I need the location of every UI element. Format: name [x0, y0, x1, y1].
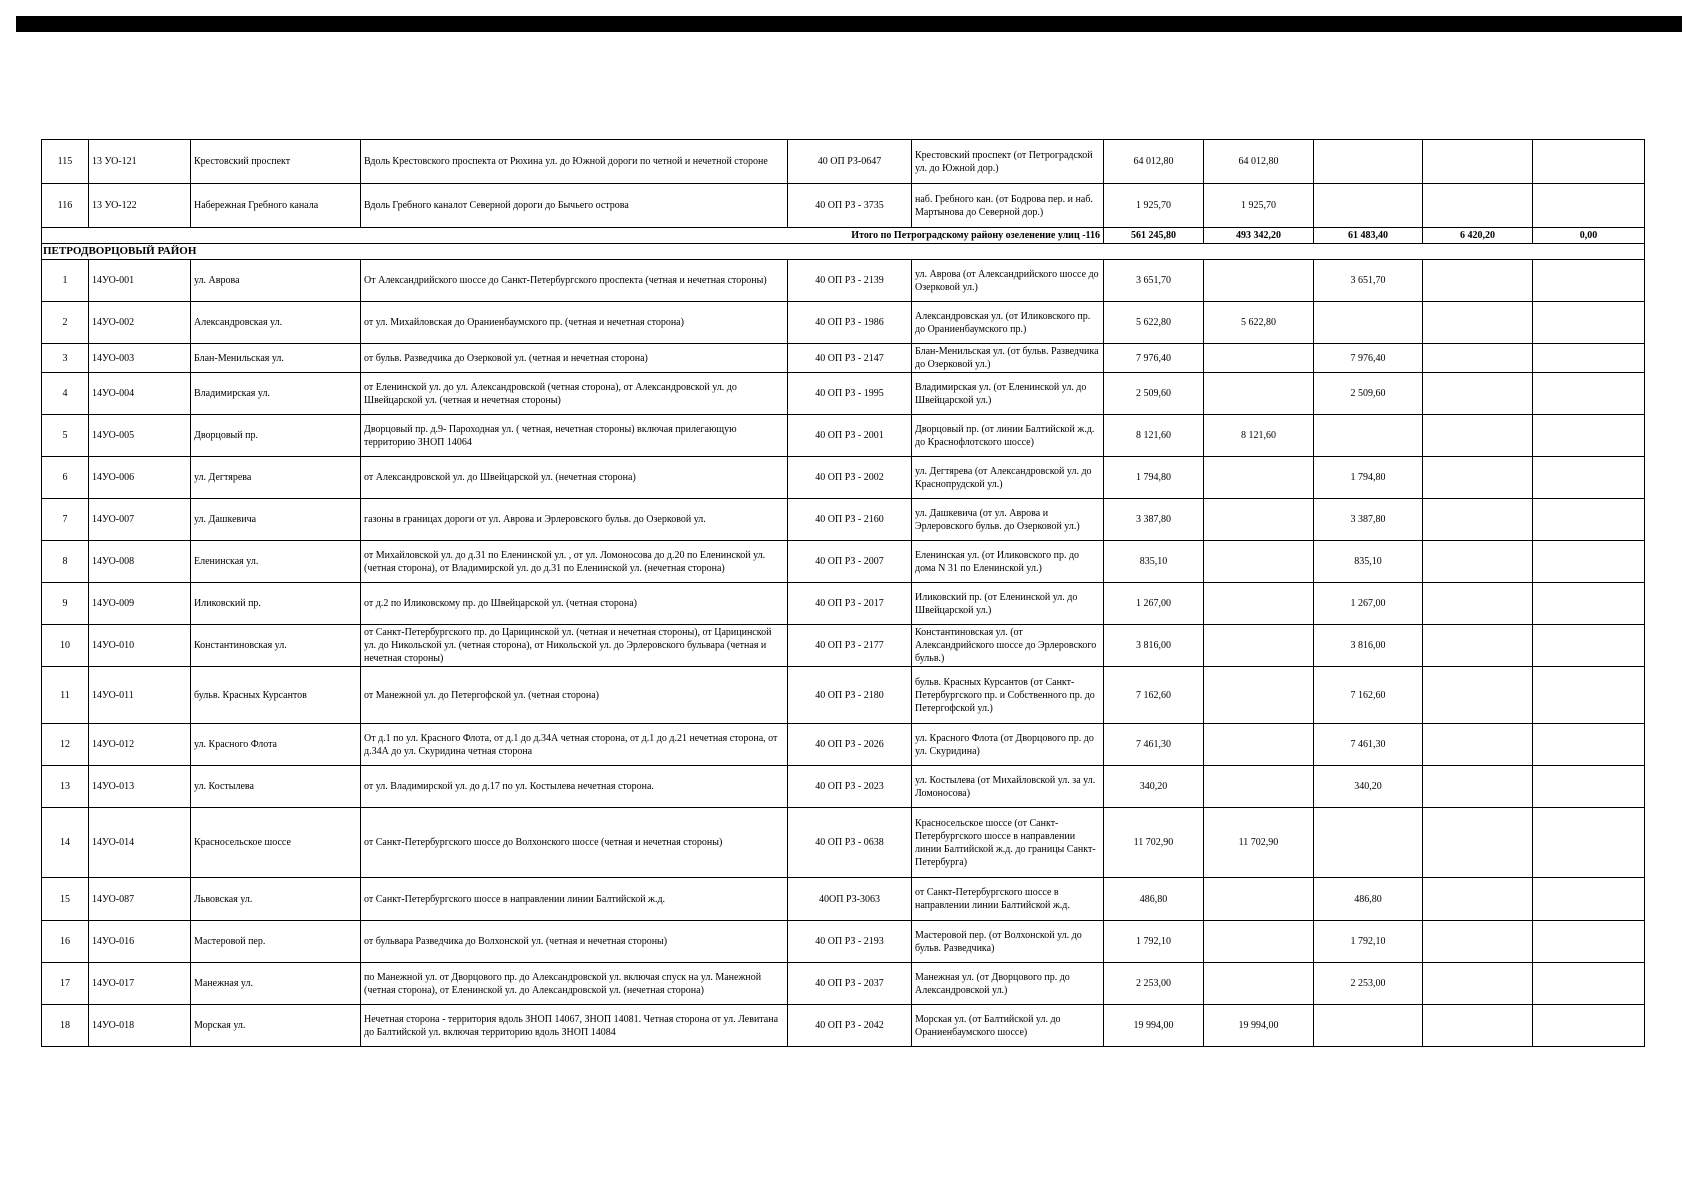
- table-row: [42, 140, 1645, 184]
- value-2: 3 816,00: [1314, 625, 1423, 667]
- table-row: [42, 499, 1645, 541]
- table-row: [42, 625, 1645, 667]
- street-name: бульв. Красных Курсантов: [191, 667, 361, 724]
- value-1: [1204, 260, 1314, 302]
- value-3: [1423, 140, 1533, 184]
- value-1: [1204, 724, 1314, 766]
- total-area: 835,10: [1104, 541, 1204, 583]
- value-1: 64 012,80: [1204, 140, 1314, 184]
- value-1: [1204, 667, 1314, 724]
- object-code: 14УО-012: [89, 724, 191, 766]
- value-4: [1533, 808, 1645, 878]
- street-name: ул. Дегтярева: [191, 457, 361, 499]
- boundary-description: от Манежной ул. до Петергофской ул. (четная сторона): [361, 667, 788, 724]
- road-registry-number: 40 ОП РЗ - 2026: [788, 724, 912, 766]
- road-name: наб. Гребного кан. (от Бодрова пер. и наб. Мартынова до Северной дор.): [912, 184, 1104, 228]
- total-area: 2 509,60: [1104, 373, 1204, 415]
- street-name: Мастеровой пер.: [191, 921, 361, 963]
- boundary-description: Вдоль Гребного каналот Северной дороги до Бычьего острова: [361, 184, 788, 228]
- road-name: Владимирская ул. (от Еленинской ул. до Швейцарской ул.): [912, 373, 1104, 415]
- total-area: 5 622,80: [1104, 302, 1204, 344]
- street-name: ул. Красного Флота: [191, 724, 361, 766]
- row-number: 9: [42, 583, 89, 625]
- value-1: [1204, 499, 1314, 541]
- value-2: [1314, 1005, 1423, 1047]
- value-2: 7 162,60: [1314, 667, 1423, 724]
- row-number: 4: [42, 373, 89, 415]
- value-4: [1533, 667, 1645, 724]
- object-code: 14УО-010: [89, 625, 191, 667]
- road-name: Иликовский пр. (от Еленинской ул. до Швейцарской ул.): [912, 583, 1104, 625]
- value-3: [1423, 1005, 1533, 1047]
- object-code: 14УО-005: [89, 415, 191, 457]
- table-row: [42, 766, 1645, 808]
- value-1: [1204, 457, 1314, 499]
- total-value-2: 61 483,40: [1314, 228, 1423, 244]
- total-area: 3 651,70: [1104, 260, 1204, 302]
- boundary-description: от Еленинской ул. до ул. Александровской (четная сторона), от Александровской ул. до Швейцарской ул. (четная и нечетная стороны): [361, 373, 788, 415]
- row-number: 10: [42, 625, 89, 667]
- total-area: 7 976,40: [1104, 344, 1204, 373]
- row-number: 1: [42, 260, 89, 302]
- row-number: 116: [42, 184, 89, 228]
- road-registry-number: 40 ОП РЗ - 1986: [788, 302, 912, 344]
- boundary-description: от Санкт-Петербургского шоссе до Волхонского шоссе (четная и нечетная стороны): [361, 808, 788, 878]
- greenery-table: [41, 139, 1645, 1047]
- total-area: 19 994,00: [1104, 1005, 1204, 1047]
- value-3: [1423, 344, 1533, 373]
- value-4: [1533, 260, 1645, 302]
- road-name: Мастеровой пер. (от Волхонской ул. до бульв. Разведчика): [912, 921, 1104, 963]
- total-label: Итого по Петроградскому району озеленение улиц -116: [42, 228, 1104, 244]
- value-2: 7 976,40: [1314, 344, 1423, 373]
- road-name: бульв. Красных Курсантов (от Санкт-Петербургского пр. и Собственного пр. до Петергофской ул.): [912, 667, 1104, 724]
- table-row: [42, 808, 1645, 878]
- boundary-description: от ул. Владимирской ул. до д.17 по ул. Костылева нечетная сторона.: [361, 766, 788, 808]
- value-2: 3 651,70: [1314, 260, 1423, 302]
- object-code: 14УО-003: [89, 344, 191, 373]
- road-registry-number: 40 ОП РЗ - 0638: [788, 808, 912, 878]
- road-name: ул. Дашкевича (от ул. Аврова и Эрлеровского бульв. до Озерковой ул.): [912, 499, 1104, 541]
- object-code: 14УО-001: [89, 260, 191, 302]
- row-number: 3: [42, 344, 89, 373]
- value-1: [1204, 373, 1314, 415]
- total-area: 1 794,80: [1104, 457, 1204, 499]
- table-row: [42, 344, 1645, 373]
- table-row: [42, 921, 1645, 963]
- table-row: [42, 184, 1645, 228]
- value-2: 2 253,00: [1314, 963, 1423, 1005]
- value-3: [1423, 667, 1533, 724]
- table-row: [42, 1005, 1645, 1047]
- street-name: Константиновская ул.: [191, 625, 361, 667]
- street-name: ул. Костылева: [191, 766, 361, 808]
- street-name: Морская ул.: [191, 1005, 361, 1047]
- value-2: 3 387,80: [1314, 499, 1423, 541]
- boundary-description: от ул. Михайловская до Ораниенбаумского пр. (четная и нечетная сторона): [361, 302, 788, 344]
- road-registry-number: 40 ОП РЗ-0647: [788, 140, 912, 184]
- total-area: 7 162,60: [1104, 667, 1204, 724]
- object-code: 14УО-016: [89, 921, 191, 963]
- value-2: [1314, 808, 1423, 878]
- row-number: 13: [42, 766, 89, 808]
- value-4: [1533, 963, 1645, 1005]
- road-registry-number: 40 ОП РЗ - 1995: [788, 373, 912, 415]
- boundary-description: газоны в границах дороги от ул. Аврова и Эрлеровского бульв. до Озерковой ул.: [361, 499, 788, 541]
- boundary-description: от Санкт-Петербургского шоссе в направлении линии Балтийской ж.д.: [361, 878, 788, 921]
- road-name: Манежная ул. (от Дворцового пр. до Александровской ул.): [912, 963, 1104, 1005]
- road-name: ул. Красного Флота (от Дворцового пр. до ул. Скуридина): [912, 724, 1104, 766]
- value-1: [1204, 878, 1314, 921]
- road-registry-number: 40 ОП РЗ - 2042: [788, 1005, 912, 1047]
- value-3: [1423, 184, 1533, 228]
- value-1: 8 121,60: [1204, 415, 1314, 457]
- street-name: Александровская ул.: [191, 302, 361, 344]
- row-number: 17: [42, 963, 89, 1005]
- total-area: 561 245,80: [1104, 228, 1204, 244]
- boundary-description: от д.2 по Иликовскому пр. до Швейцарской ул. (четная сторона): [361, 583, 788, 625]
- value-4: [1533, 541, 1645, 583]
- road-registry-number: 40 ОП РЗ - 2037: [788, 963, 912, 1005]
- value-2: 340,20: [1314, 766, 1423, 808]
- total-value-1: 493 342,20: [1204, 228, 1314, 244]
- table-row: [42, 302, 1645, 344]
- boundary-description: Нечетная сторона - территория вдоль ЗНОП 14067, ЗНОП 14081. Четная сторона от ул. Левитана до Балтийской ул. включая территорию вдоль ЗНОП 14084: [361, 1005, 788, 1047]
- table-row: [42, 260, 1645, 302]
- object-code: 14УО-007: [89, 499, 191, 541]
- row-number: 8: [42, 541, 89, 583]
- row-number: 2: [42, 302, 89, 344]
- road-name: ул. Дегтярева (от Александровской ул. до Краснопрудской ул.): [912, 457, 1104, 499]
- value-3: [1423, 499, 1533, 541]
- total-area: 1 792,10: [1104, 921, 1204, 963]
- street-name: ул. Дашкевича: [191, 499, 361, 541]
- boundary-description: от бульв. Разведчика до Озерковой ул. (четная и нечетная сторона): [361, 344, 788, 373]
- total-area: 1 267,00: [1104, 583, 1204, 625]
- road-registry-number: 40 ОП РЗ - 2180: [788, 667, 912, 724]
- row-number: 11: [42, 667, 89, 724]
- row-number: 5: [42, 415, 89, 457]
- value-2: 1 792,10: [1314, 921, 1423, 963]
- section-spacer: [361, 244, 1645, 260]
- value-4: [1533, 878, 1645, 921]
- boundary-description: Дворцовый пр. д.9- Пароходная ул. ( четная, нечетная стороны) включая прилегающую территорию ЗНОП 14064: [361, 415, 788, 457]
- road-registry-number: 40ОП РЗ-3063: [788, 878, 912, 921]
- value-3: [1423, 373, 1533, 415]
- value-2: 1 267,00: [1314, 583, 1423, 625]
- street-name: Владимирская ул.: [191, 373, 361, 415]
- street-name: Крестовский проспект: [191, 140, 361, 184]
- value-2: 7 461,30: [1314, 724, 1423, 766]
- road-name: Красносельское шоссе (от Санкт-Петербургского шоссе в направлении линии Балтийской ж.д. до границы Санкт-Петербурга): [912, 808, 1104, 878]
- table-row: [42, 373, 1645, 415]
- value-4: [1533, 499, 1645, 541]
- value-4: [1533, 583, 1645, 625]
- object-code: 13 УО-122: [89, 184, 191, 228]
- road-registry-number: 40 ОП РЗ - 2147: [788, 344, 912, 373]
- value-3: [1423, 625, 1533, 667]
- value-3: [1423, 921, 1533, 963]
- total-area: 11 702,90: [1104, 808, 1204, 878]
- object-code: 14УО-006: [89, 457, 191, 499]
- table-row: [42, 541, 1645, 583]
- value-3: [1423, 878, 1533, 921]
- total-area: 8 121,60: [1104, 415, 1204, 457]
- value-1: [1204, 541, 1314, 583]
- table-body: [42, 140, 1645, 1047]
- value-2: 2 509,60: [1314, 373, 1423, 415]
- street-name: Манежная ул.: [191, 963, 361, 1005]
- top-border-bar: [16, 16, 1682, 32]
- value-1: [1204, 344, 1314, 373]
- value-2: [1314, 415, 1423, 457]
- value-3: [1423, 541, 1533, 583]
- road-name: Еленинская ул. (от Иликовского пр. до дома N 31 по Еленинской ул.): [912, 541, 1104, 583]
- value-1: 19 994,00: [1204, 1005, 1314, 1047]
- road-name: Крестовский проспект (от Петроградской ул. до Южной дор.): [912, 140, 1104, 184]
- value-3: [1423, 766, 1533, 808]
- total-area: 7 461,30: [1104, 724, 1204, 766]
- value-1: [1204, 583, 1314, 625]
- street-name: Блан-Менильская ул.: [191, 344, 361, 373]
- section-title: ПЕТРОДВОРЦОВЫЙ РАЙОН: [42, 244, 361, 260]
- road-registry-number: 40 ОП РЗ - 2023: [788, 766, 912, 808]
- value-4: [1533, 302, 1645, 344]
- value-1: [1204, 625, 1314, 667]
- value-4: [1533, 1005, 1645, 1047]
- row-number: 16: [42, 921, 89, 963]
- object-code: 14УО-009: [89, 583, 191, 625]
- value-4: [1533, 373, 1645, 415]
- road-name: Дворцовый пр. (от линии Балтийской ж.д. до Краснофлотского шоссе): [912, 415, 1104, 457]
- table-row: [42, 457, 1645, 499]
- value-3: [1423, 724, 1533, 766]
- road-registry-number: 40 ОП РЗ - 2002: [788, 457, 912, 499]
- value-2: 1 794,80: [1314, 457, 1423, 499]
- boundary-description: От д.1 по ул. Красного Флота, от д.1 до д.34А четная сторона, от д.1 до д.21 нечетная сторона, от д.34А до ул. Скуридина четная сторона: [361, 724, 788, 766]
- row-number: 6: [42, 457, 89, 499]
- road-name: от Санкт-Петербургского шоссе в направлении линии Балтийской ж.д.: [912, 878, 1104, 921]
- object-code: 13 УО-121: [89, 140, 191, 184]
- road-registry-number: 40 ОП РЗ - 2177: [788, 625, 912, 667]
- road-registry-number: 40 ОП РЗ - 2139: [788, 260, 912, 302]
- section-header-row: [42, 244, 1645, 260]
- table-row: [42, 415, 1645, 457]
- road-name: Блан-Менильская ул. (от бульв. Разведчика до Озерковой ул.): [912, 344, 1104, 373]
- object-code: 14УО-004: [89, 373, 191, 415]
- object-code: 14УО-013: [89, 766, 191, 808]
- value-1: [1204, 963, 1314, 1005]
- object-code: 14УО-017: [89, 963, 191, 1005]
- object-code: 14УО-087: [89, 878, 191, 921]
- street-name: Львовская ул.: [191, 878, 361, 921]
- total-area: 486,80: [1104, 878, 1204, 921]
- road-registry-number: 40 ОП РЗ - 3735: [788, 184, 912, 228]
- street-name: Красносельское шоссе: [191, 808, 361, 878]
- boundary-description: от бульвара Разведчика до Волхонской ул. (четная и нечетная стороны): [361, 921, 788, 963]
- total-area: 1 925,70: [1104, 184, 1204, 228]
- boundary-description: От Александрийского шоссе до Санкт-Петербургского проспекта (четная и нечетная стороны): [361, 260, 788, 302]
- street-name: Еленинская ул.: [191, 541, 361, 583]
- total-area: 2 253,00: [1104, 963, 1204, 1005]
- value-4: [1533, 766, 1645, 808]
- total-value-3: 6 420,20: [1423, 228, 1533, 244]
- value-3: [1423, 260, 1533, 302]
- value-3: [1423, 457, 1533, 499]
- boundary-description: по Манежной ул. от Дворцового пр. до Александровской ул. включая спуск на ул. Манежной (четная сторона), от Еленинской ул. до Александровской ул. (нечетная сторона): [361, 963, 788, 1005]
- road-name: Морская ул. (от Балтийской ул. до Ораниенбаумского шоссе): [912, 1005, 1104, 1047]
- table-row: [42, 583, 1645, 625]
- value-4: [1533, 921, 1645, 963]
- value-4: [1533, 140, 1645, 184]
- object-code: 14УО-018: [89, 1005, 191, 1047]
- value-3: [1423, 302, 1533, 344]
- road-name: ул. Костылева (от Михайловской ул. за ул. Ломоносова): [912, 766, 1104, 808]
- road-name: Александровская ул. (от Иликовского пр. до Ораниенбаумского пр.): [912, 302, 1104, 344]
- table-row: [42, 878, 1645, 921]
- value-4: [1533, 184, 1645, 228]
- value-3: [1423, 415, 1533, 457]
- total-area: 3 387,80: [1104, 499, 1204, 541]
- total-area: 340,20: [1104, 766, 1204, 808]
- street-name: Дворцовый пр.: [191, 415, 361, 457]
- value-4: [1533, 457, 1645, 499]
- value-1: 5 622,80: [1204, 302, 1314, 344]
- boundary-description: от Михайловской ул. до д.31 по Еленинской ул. , от ул. Ломоносова до д.20 по Еленинской ул. (четная сторона), от Владимирской ул. до д.31 по Еленинской ул. (нечетная сторона): [361, 541, 788, 583]
- value-2: 486,80: [1314, 878, 1423, 921]
- row-number: 14: [42, 808, 89, 878]
- street-name: ул. Аврова: [191, 260, 361, 302]
- value-3: [1423, 963, 1533, 1005]
- value-1: [1204, 766, 1314, 808]
- value-2: [1314, 302, 1423, 344]
- street-name: Набережная Гребного канала: [191, 184, 361, 228]
- value-1: [1204, 921, 1314, 963]
- object-code: 14УО-002: [89, 302, 191, 344]
- value-4: [1533, 724, 1645, 766]
- total-area: 64 012,80: [1104, 140, 1204, 184]
- object-code: 14УО-011: [89, 667, 191, 724]
- total-area: 3 816,00: [1104, 625, 1204, 667]
- table-row: [42, 963, 1645, 1005]
- total-value-4: 0,00: [1533, 228, 1645, 244]
- value-3: [1423, 808, 1533, 878]
- value-1: 1 925,70: [1204, 184, 1314, 228]
- row-number: 12: [42, 724, 89, 766]
- road-registry-number: 40 ОП РЗ - 2007: [788, 541, 912, 583]
- boundary-description: от Санкт-Петербургского пр. до Царицинской ул. (четная и нечетная стороны), от Царицинской ул. до Никольской ул. (четная сторона), от Никольской ул. до Эрлеровского бульвара (четная и нечетная стороны): [361, 625, 788, 667]
- row-number: 115: [42, 140, 89, 184]
- row-number: 18: [42, 1005, 89, 1047]
- value-4: [1533, 625, 1645, 667]
- value-2: [1314, 140, 1423, 184]
- boundary-description: от Александровской ул. до Швейцарской ул. (нечетная сторона): [361, 457, 788, 499]
- value-2: 835,10: [1314, 541, 1423, 583]
- table-row: [42, 724, 1645, 766]
- value-3: [1423, 583, 1533, 625]
- road-name: ул. Аврова (от Александрийского шоссе до Озерковой ул.): [912, 260, 1104, 302]
- road-registry-number: 40 ОП РЗ - 2193: [788, 921, 912, 963]
- district-total-row: [42, 228, 1645, 244]
- value-1: 11 702,90: [1204, 808, 1314, 878]
- row-number: 7: [42, 499, 89, 541]
- value-2: [1314, 184, 1423, 228]
- object-code: 14УО-008: [89, 541, 191, 583]
- boundary-description: Вдоль Крестовского проспекта от Рюхина ул. до Южной дороги по четной и нечетной стороне: [361, 140, 788, 184]
- value-4: [1533, 415, 1645, 457]
- road-registry-number: 40 ОП РЗ - 2160: [788, 499, 912, 541]
- row-number: 15: [42, 878, 89, 921]
- table-row: [42, 667, 1645, 724]
- road-registry-number: 40 ОП РЗ - 2001: [788, 415, 912, 457]
- object-code: 14УО-014: [89, 808, 191, 878]
- street-name: Иликовский пр.: [191, 583, 361, 625]
- value-4: [1533, 344, 1645, 373]
- road-registry-number: 40 ОП РЗ - 2017: [788, 583, 912, 625]
- road-name: Константиновская ул. (от Александрийского шоссе до Эрлеровского бульв.): [912, 625, 1104, 667]
